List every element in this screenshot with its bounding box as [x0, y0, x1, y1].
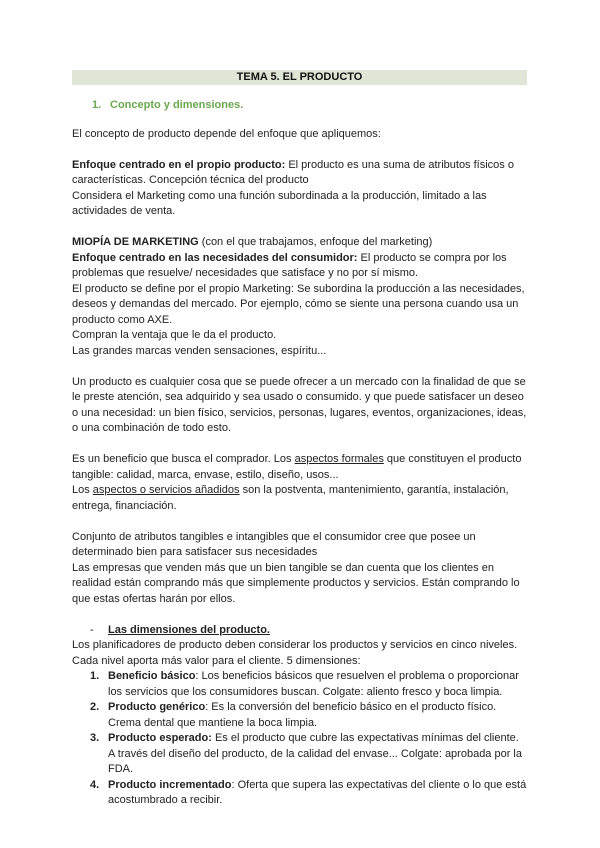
- section-number: 1.: [92, 99, 102, 111]
- dimensiones-heading-label: Las dimensiones del producto.: [108, 623, 270, 636]
- list-item: [72, 700, 527, 731]
- enfoque-producto-text: El producto es una suma de atributos físicos o características. Concepción técnica del producto: [72, 158, 514, 186]
- list-item-text: : Los beneficios básicos que resuelven el problema o proporcionar los servicios que los consumidores buscan. Colgate: aliento fresco y boca limpia.: [108, 670, 519, 698]
- dash-bullet: -: [90, 623, 94, 636]
- beneficio-paragraph: [72, 452, 527, 483]
- dimensiones-intro: Los planificadores de producto deben considerar los productos y servicios en cinco niveles. Cada nivel aporta más valor para el cliente. 5 dimensiones:: [72, 639, 518, 667]
- intro-paragraph: El concepto de producto depende del enfoque que apliquemos:: [72, 127, 381, 140]
- miopia-label: MIOPÍA DE MARKETING: [72, 236, 199, 248]
- list-item: [72, 778, 527, 809]
- conjunto-paragraph: Conjunto de atributos tangibles e intangibles que el consumidor cree que posee un determinado bien para satisfacer sus necesidades: [72, 530, 476, 558]
- document-title: TEMA 5. EL PRODUCTO: [72, 70, 527, 85]
- list-item-label: Producto incrementado: [108, 778, 232, 791]
- list-item-text: : Oferta que supera las expectativas del cliente o lo que está acostumbrado a recibir.: [108, 778, 527, 806]
- list-item-text: : Es la conversión del beneficio básico en el producto físico. Crema dental que mantiene la boca limpia.: [108, 701, 497, 729]
- list-item: [72, 731, 527, 778]
- list-item: [72, 669, 527, 700]
- list-number: 4.: [90, 778, 100, 791]
- list-item-label: Beneficio básico: [108, 670, 196, 682]
- enfoque-consumidor-text: El producto se compra por los problemas que resuelve/ necesidades que satisface y no por sí mismo.: [72, 251, 507, 279]
- section-heading: [92, 98, 527, 114]
- aspectos-anadidos-paragraph: [72, 483, 527, 514]
- aspectos-anadidos-link: aspectos o servicios añadidos: [92, 484, 240, 496]
- dimensiones-list: [72, 669, 527, 809]
- miopia-paragraph: [72, 235, 527, 251]
- dimensiones-heading: [90, 623, 527, 639]
- enfoque-consumidor-label: Enfoque centrado en las necesidades del consumidor:: [72, 251, 358, 264]
- beneficio-pre: Es un beneficio que busca el comprador. Los: [72, 453, 295, 465]
- list-number: 1.: [90, 670, 100, 682]
- section-label: Concepto y dimensiones.: [110, 99, 244, 111]
- beneficio-mid: que constituyen el producto tangible: calidad, marca, envase, estilo, diseño, usos...: [72, 453, 522, 481]
- aspectos-anadidos-pre: Los: [72, 484, 93, 496]
- document-page: [72, 70, 527, 809]
- empresas-paragraph: Las empresas que venden más que un bien tangible se dan cuenta que los clientes en realidad están comprando más que simplemente productos y servicios. Están comprando lo que estas ofertas harán por ellos.: [72, 561, 520, 605]
- definition-paragraph: Un producto es cualquier cosa que se puede ofrecer a un mercado con la finalidad de que se le preste atención, sea adquirido y sea usado o consumido. y que puede satisfacer un deseo o una necesidad: un bien físico, servicios, personas, lugares, eventos, organizaciones, ideas, o una combinación de todo esto.: [72, 375, 527, 434]
- miopia-text: (con el que trabajamos, enfoque del marketing): [198, 236, 433, 248]
- enfoque-consumidor-line2: El producto se define por el propio Marketing: Se subordina la producción a las necesidades, deseos y demandas del mercado. Por ejemplo, cómo se siente una persona cuando usa un producto como AXE.: [72, 282, 525, 326]
- enfoque-producto-paragraph: [72, 158, 527, 189]
- list-item-text: Es el producto que cubre las expectativas mínimas del cliente. A través del diseño del producto, de la calidad del envase... Colgate: aprobada por la FDA.: [108, 732, 522, 775]
- enfoque-consumidor-paragraph: [72, 251, 527, 282]
- list-item-label: Producto genérico: [108, 701, 206, 713]
- list-item-label: Producto esperado:: [108, 732, 212, 744]
- enfoque-producto-line2: Considera el Marketing como una función subordinada a la producción, limitado a las actividades de venta.: [72, 189, 487, 217]
- enfoque-consumidor-line3: Compran la ventaja que le da el producto.: [72, 329, 277, 341]
- enfoque-producto-label: Enfoque centrado en el propio producto:: [72, 158, 286, 171]
- enfoque-consumidor-line4: Las grandes marcas venden sensaciones, espíritu...: [72, 344, 327, 357]
- list-number: 3.: [90, 732, 100, 744]
- list-number: 2.: [90, 701, 100, 713]
- aspectos-formales-link: aspectos formales: [294, 453, 384, 465]
- aspectos-anadidos-post: son la postventa, mantenimiento, garantía, instalación, entrega, financiación.: [72, 484, 509, 512]
